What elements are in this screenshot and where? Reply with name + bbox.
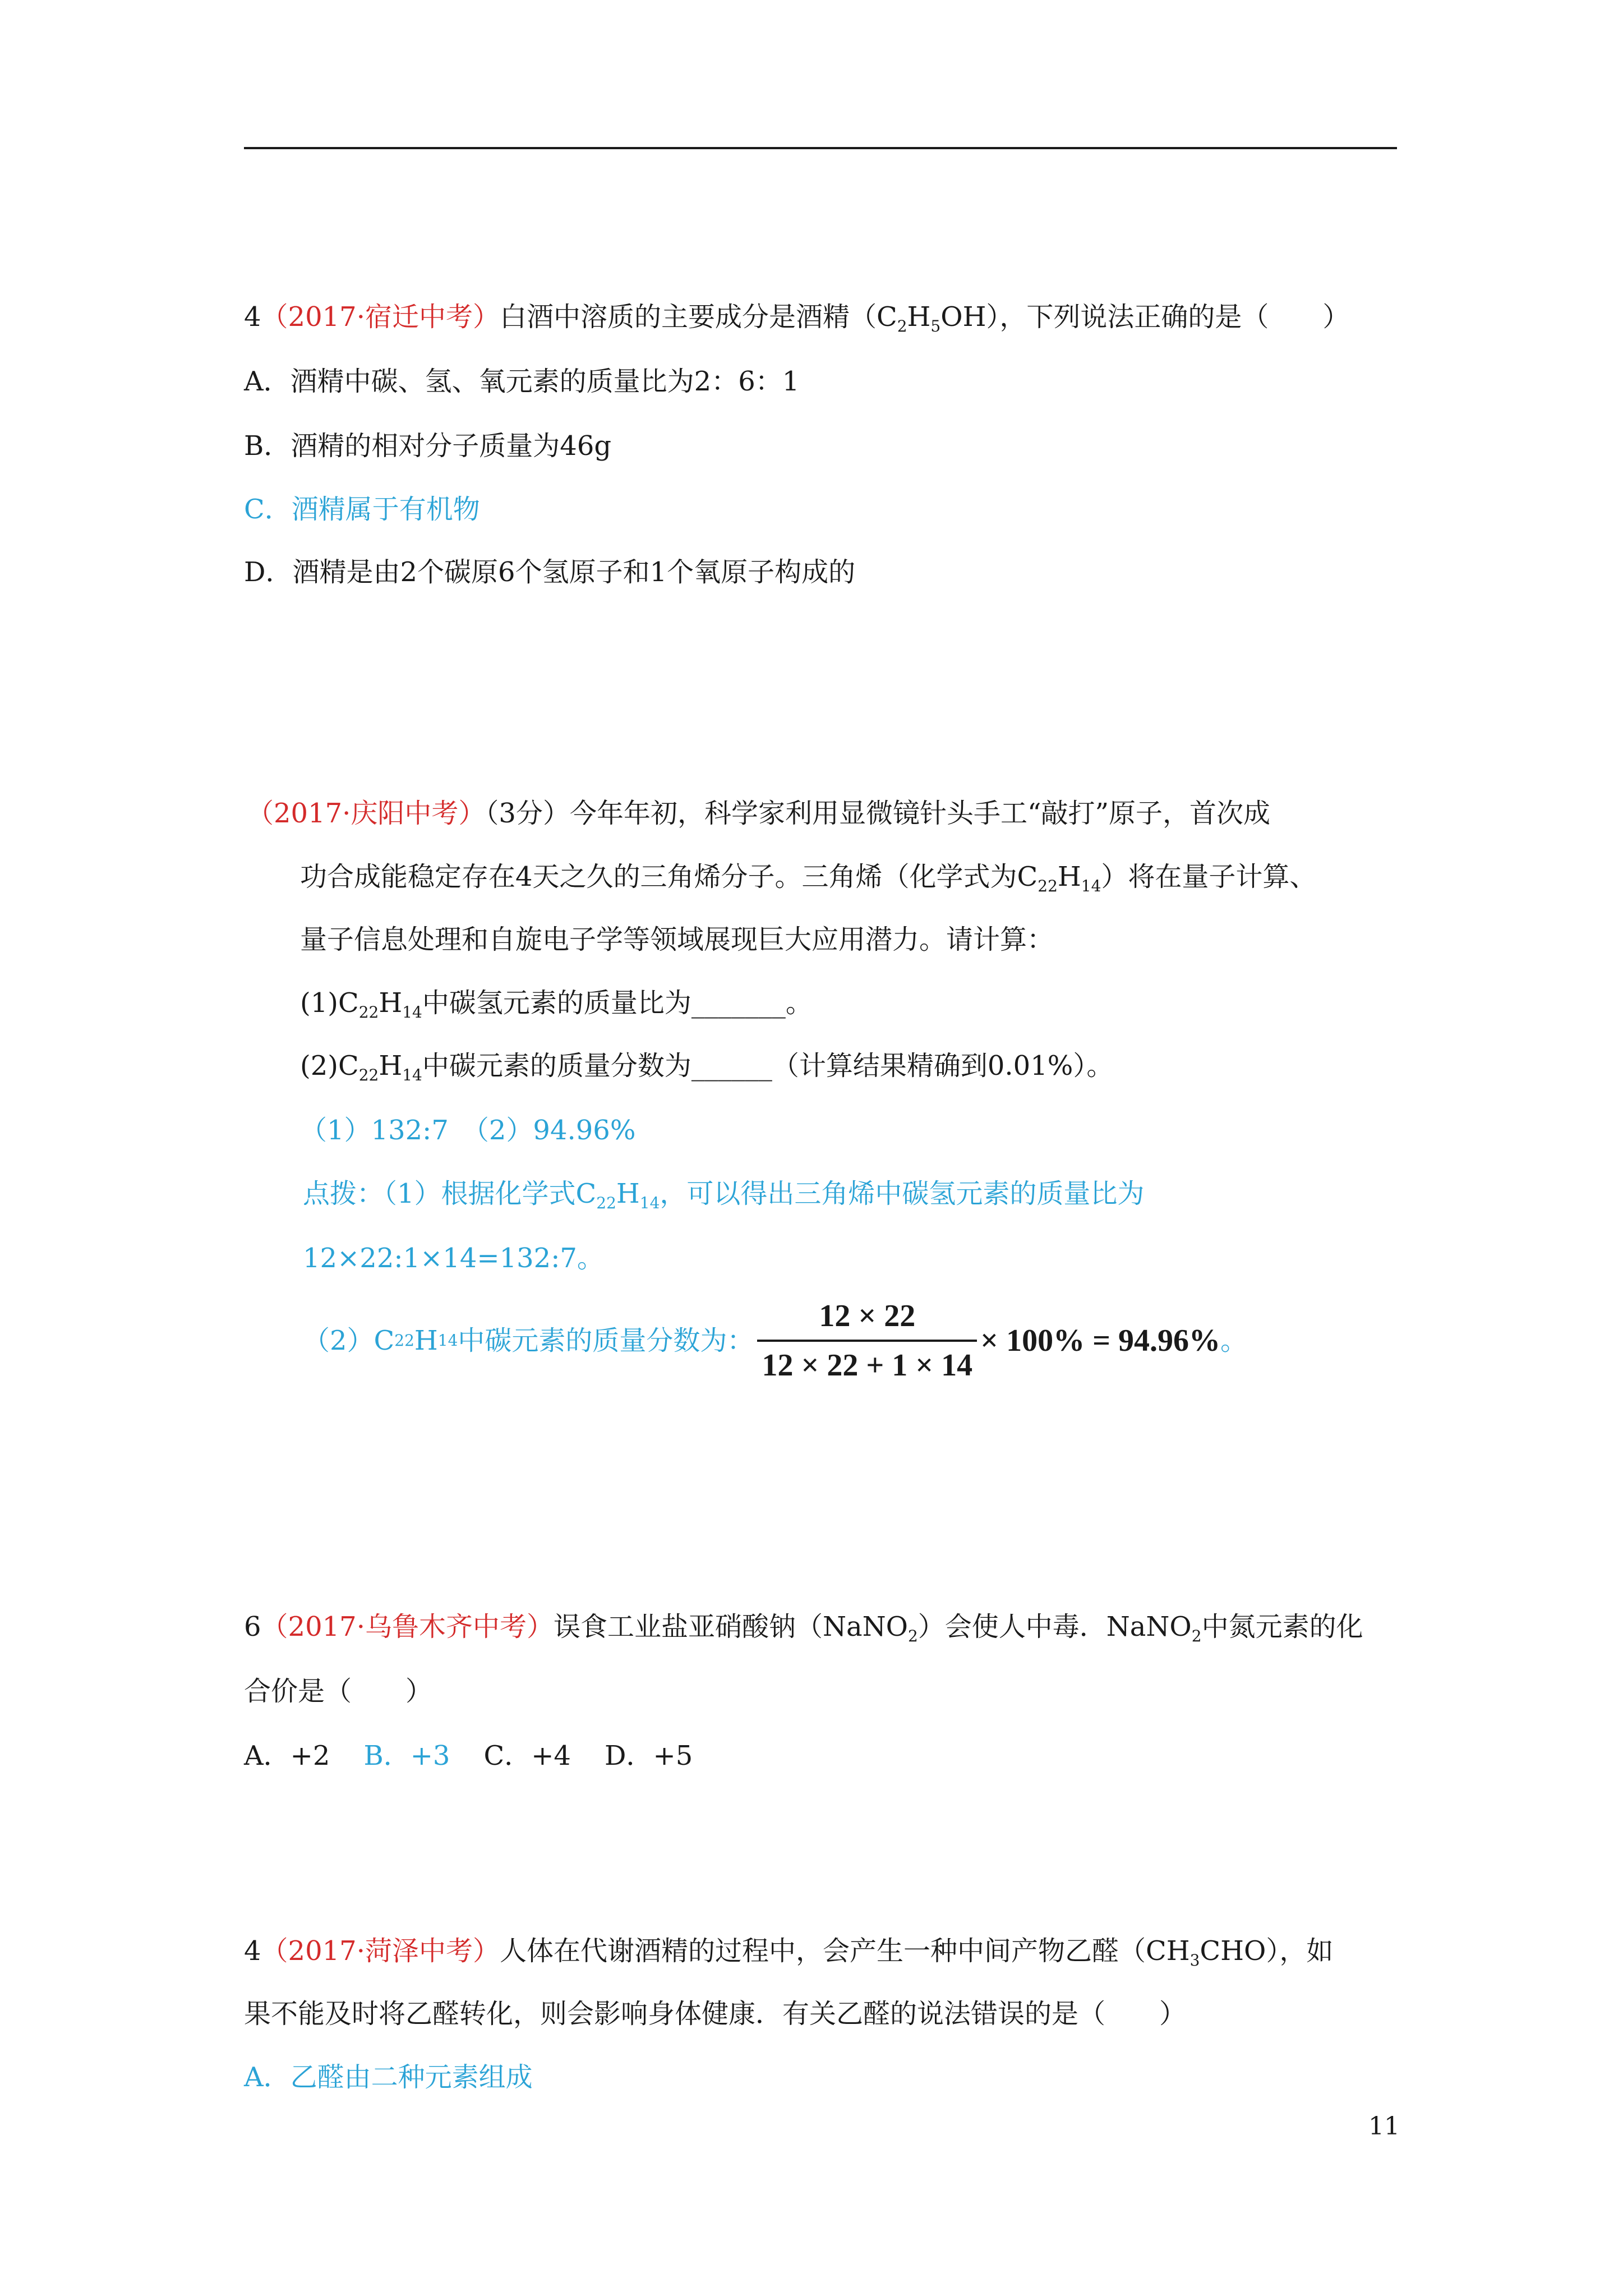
q3-option-a: A．+2 bbox=[244, 1740, 330, 1772]
q1-option-b: B．酒精的相对分子质量为46g bbox=[244, 430, 612, 462]
q4-option-a-answer: A．乙醛由二种元素组成 bbox=[244, 2062, 533, 2093]
q2-answer: （1）132:7 （2）94.96% bbox=[300, 1115, 636, 1146]
q4-source: （2017·菏泽中考） bbox=[261, 1935, 500, 1967]
q3-option-c: C．+4 bbox=[483, 1740, 571, 1772]
q3-option-d: D．+5 bbox=[604, 1740, 693, 1772]
q3-source: （2017·乌鲁木齐中考） bbox=[261, 1611, 554, 1642]
q3-option-b-answer: B．+3 bbox=[363, 1740, 450, 1772]
q1-option-a: A．酒精中碳、氢、氧元素的质量比为2：6：1 bbox=[244, 366, 800, 397]
q3-stem-line2: 合价是（ ） bbox=[244, 1676, 433, 1707]
mass-fraction-formula bbox=[757, 1299, 977, 1382]
q2-part1: $(1)C_{22}H_{14}$中碳氢元素的质量比为_______。 bbox=[300, 987, 813, 1022]
q4-stem-line1: 4（2017·菏泽中考）人体在代谢酒精的过程中，会产生一种中间产物乙醛$(CH_3CHO)$，如 bbox=[244, 1935, 1334, 1970]
q3-stem-line1: 6（2017·乌鲁木齐中考）误食工业盐亚硝酸钠（NaNO$_2$）会使人中毒．NaNO$_2$中氮元素的化 bbox=[244, 1611, 1363, 1645]
q1-source: （2017·宿迁中考） bbox=[261, 301, 500, 333]
q3-options bbox=[244, 1739, 693, 1773]
q2-explanation-line3: （2）C 22 H 14 中碳元素的质量分数为： $\frac{12 \times 22}{12 \times 22 + 1 \times 14}$ × 100% = 94.96% 。 bbox=[303, 1299, 1248, 1383]
page-number: 11 bbox=[1368, 2112, 1400, 2141]
q4-stem-line2: 果不能及时将乙醛转化，则会影响身体健康．有关乙醛的说法错误的是（ ） bbox=[244, 1998, 1187, 2030]
q2-stem-line3: 量子信息处理和自旋电子学等领域展现巨大应用潜力。请计算： bbox=[300, 924, 1054, 955]
q2-stem-line1: （2017·庆阳中考）（3分）今年年初，科学家利用显微镜针头手工“敲打”原子，首次成 bbox=[247, 798, 1271, 829]
q1-option-d: D．酒精是由2个碳原6个氢原子和1个氧原子构成的 bbox=[244, 556, 856, 588]
header-rule bbox=[244, 147, 1397, 149]
q2-stem-line2: 功合成能稳定存在4天之久的三角烯分子。三角烯（化学式为$C_{22}H_{14}$）将在量子计算、 bbox=[300, 861, 1317, 895]
q1-option-c-answer: C．酒精属于有机物 bbox=[244, 494, 480, 525]
q2-source: （2017·庆阳中考） bbox=[247, 798, 486, 829]
fraction-numerator: 12 × 22 bbox=[819, 1299, 916, 1333]
q2-part2: $(2)C_{22}H_{14}$中碳元素的质量分数为______（计算结果精确到0.01%）。 bbox=[300, 1050, 1114, 1084]
q1-stem: 4（2017·宿迁中考）白酒中溶质的主要成分是酒精$(C_2H_5OH)$，下列说法正确的是（ ） bbox=[244, 301, 1350, 335]
q2-explanation-line1: 点拨：（1）根据化学式$C_{22}H_{14}$，可以得出三角烯中碳氢元素的质量比为 bbox=[303, 1178, 1145, 1212]
fraction-result: × 100% = 94.96% bbox=[980, 1323, 1220, 1358]
q2-explanation-line2: 12×22:1×14=132:7。 bbox=[303, 1243, 604, 1274]
fraction-denominator: 12 × 22 + 1 × 14 bbox=[757, 1340, 977, 1382]
